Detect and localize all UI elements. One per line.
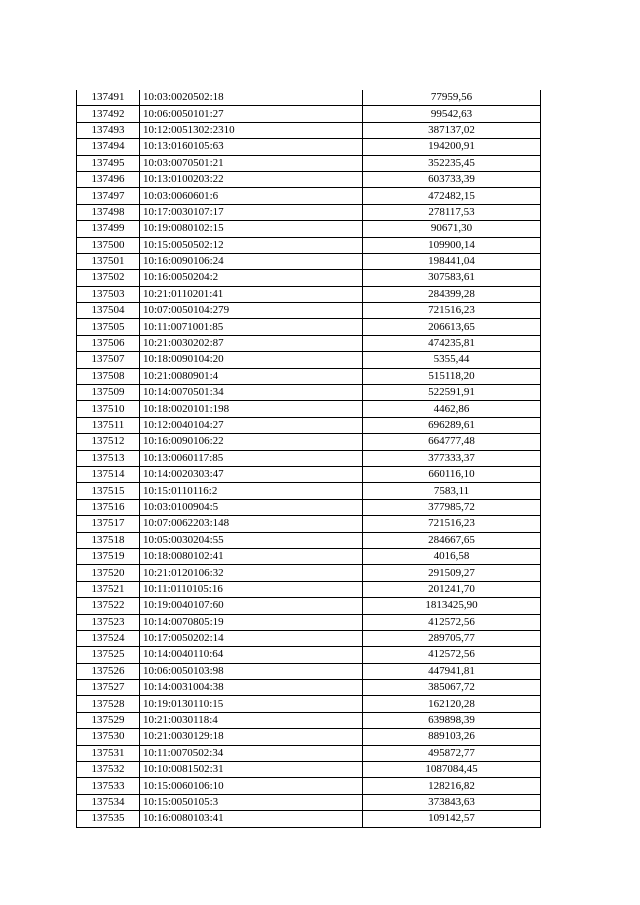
row-number-cell: 137530 bbox=[77, 729, 140, 745]
table-row bbox=[77, 335, 541, 351]
value-cell: 373843,63 bbox=[363, 794, 541, 810]
cadastral-number-cell: 10:19:0040107:60 bbox=[140, 598, 363, 614]
value-cell: 889103,26 bbox=[363, 729, 541, 745]
cadastral-number-cell: 10:15:0050105:3 bbox=[140, 794, 363, 810]
row-number-cell: 137509 bbox=[77, 385, 140, 401]
cadastral-number-cell: 10:03:0020502:18 bbox=[140, 90, 363, 106]
row-number-cell: 137520 bbox=[77, 565, 140, 581]
row-number-cell: 137510 bbox=[77, 401, 140, 417]
value-cell: 99542,63 bbox=[363, 106, 541, 122]
table-row bbox=[77, 434, 541, 450]
row-number-cell: 137505 bbox=[77, 319, 140, 335]
value-cell: 385067,72 bbox=[363, 680, 541, 696]
table-row bbox=[77, 466, 541, 482]
table-row bbox=[77, 171, 541, 187]
value-cell: 412572,56 bbox=[363, 647, 541, 663]
row-number-cell: 137525 bbox=[77, 647, 140, 663]
value-cell: 412572,56 bbox=[363, 614, 541, 630]
table-row bbox=[77, 352, 541, 368]
table-row bbox=[77, 188, 541, 204]
value-cell: 77959,56 bbox=[363, 90, 541, 106]
value-cell: 603733,39 bbox=[363, 171, 541, 187]
table-row bbox=[77, 712, 541, 728]
value-cell: 377333,37 bbox=[363, 450, 541, 466]
cadastral-number-cell: 10:21:0080901:4 bbox=[140, 368, 363, 384]
value-cell: 128216,82 bbox=[363, 778, 541, 794]
table-row bbox=[77, 565, 541, 581]
table-row bbox=[77, 303, 541, 319]
value-cell: 90671,30 bbox=[363, 221, 541, 237]
table-row bbox=[77, 696, 541, 712]
row-number-cell: 137519 bbox=[77, 548, 140, 564]
row-number-cell: 137493 bbox=[77, 122, 140, 138]
value-cell: 387137,02 bbox=[363, 122, 541, 138]
cadastral-number-cell: 10:05:0030204:55 bbox=[140, 532, 363, 548]
cadastral-number-cell: 10:14:0031004:38 bbox=[140, 680, 363, 696]
cadastral-number-cell: 10:07:0062203:148 bbox=[140, 516, 363, 532]
value-cell: 522591,91 bbox=[363, 385, 541, 401]
row-number-cell: 137491 bbox=[77, 90, 140, 106]
cadastral-number-cell: 10:21:0120106:32 bbox=[140, 565, 363, 581]
table-row bbox=[77, 581, 541, 597]
table-row bbox=[77, 237, 541, 253]
value-cell: 307583,61 bbox=[363, 270, 541, 286]
value-cell: 664777,48 bbox=[363, 434, 541, 450]
value-cell: 278117,53 bbox=[363, 204, 541, 220]
value-cell: 7583,11 bbox=[363, 483, 541, 499]
value-cell: 194200,91 bbox=[363, 139, 541, 155]
value-cell: 696289,61 bbox=[363, 417, 541, 433]
table-row bbox=[77, 762, 541, 778]
table-row bbox=[77, 729, 541, 745]
cadastral-number-cell: 10:14:0070805:19 bbox=[140, 614, 363, 630]
cadastral-number-cell: 10:18:0020101:198 bbox=[140, 401, 363, 417]
row-number-cell: 137512 bbox=[77, 434, 140, 450]
cadastral-number-cell: 10:12:0040104:27 bbox=[140, 417, 363, 433]
cadastral-number-cell: 10:21:0030129:18 bbox=[140, 729, 363, 745]
table-row bbox=[77, 204, 541, 220]
value-cell: 1087084,45 bbox=[363, 762, 541, 778]
table-row bbox=[77, 368, 541, 384]
row-number-cell: 137513 bbox=[77, 450, 140, 466]
cadastral-number-cell: 10:13:0100203:22 bbox=[140, 171, 363, 187]
row-number-cell: 137497 bbox=[77, 188, 140, 204]
row-number-cell: 137526 bbox=[77, 663, 140, 679]
row-number-cell: 137534 bbox=[77, 794, 140, 810]
table-row bbox=[77, 548, 541, 564]
row-number-cell: 137523 bbox=[77, 614, 140, 630]
cadastral-number-cell: 10:15:0060106:10 bbox=[140, 778, 363, 794]
row-number-cell: 137529 bbox=[77, 712, 140, 728]
row-number-cell: 137511 bbox=[77, 417, 140, 433]
table-row bbox=[77, 647, 541, 663]
row-number-cell: 137531 bbox=[77, 745, 140, 761]
row-number-cell: 137521 bbox=[77, 581, 140, 597]
row-number-cell: 137532 bbox=[77, 762, 140, 778]
row-number-cell: 137495 bbox=[77, 155, 140, 171]
row-number-cell: 137522 bbox=[77, 598, 140, 614]
value-cell: 472482,15 bbox=[363, 188, 541, 204]
cadastral-value-table bbox=[76, 90, 541, 828]
value-cell: 495872,77 bbox=[363, 745, 541, 761]
value-cell: 660116,10 bbox=[363, 466, 541, 482]
table-row bbox=[77, 90, 541, 106]
table-row bbox=[77, 253, 541, 269]
value-cell: 1813425,90 bbox=[363, 598, 541, 614]
table-row bbox=[77, 614, 541, 630]
cadastral-number-cell: 10:07:0050104:279 bbox=[140, 303, 363, 319]
cadastral-number-cell: 10:21:0110201:41 bbox=[140, 286, 363, 302]
value-cell: 377985,72 bbox=[363, 499, 541, 515]
table-row bbox=[77, 630, 541, 646]
table-row bbox=[77, 319, 541, 335]
table-row bbox=[77, 680, 541, 696]
value-cell: 5355,44 bbox=[363, 352, 541, 368]
table-row bbox=[77, 385, 541, 401]
table-row bbox=[77, 450, 541, 466]
value-cell: 447941,81 bbox=[363, 663, 541, 679]
table-row bbox=[77, 122, 541, 138]
value-cell: 198441,04 bbox=[363, 253, 541, 269]
cadastral-number-cell: 10:16:0090106:24 bbox=[140, 253, 363, 269]
cadastral-number-cell: 10:06:0050101:27 bbox=[140, 106, 363, 122]
row-number-cell: 137508 bbox=[77, 368, 140, 384]
cadastral-number-cell: 10:18:0090104:20 bbox=[140, 352, 363, 368]
cadastral-number-cell: 10:14:0040110:64 bbox=[140, 647, 363, 663]
table-body bbox=[77, 90, 541, 827]
table-row bbox=[77, 286, 541, 302]
row-number-cell: 137516 bbox=[77, 499, 140, 515]
value-cell: 515118,20 bbox=[363, 368, 541, 384]
value-cell: 109142,57 bbox=[363, 811, 541, 827]
table-row bbox=[77, 270, 541, 286]
cadastral-number-cell: 10:19:0130110:15 bbox=[140, 696, 363, 712]
table-row bbox=[77, 139, 541, 155]
cadastral-number-cell: 10:13:0160105:63 bbox=[140, 139, 363, 155]
row-number-cell: 137517 bbox=[77, 516, 140, 532]
value-cell: 284399,28 bbox=[363, 286, 541, 302]
row-number-cell: 137528 bbox=[77, 696, 140, 712]
value-cell: 4016,58 bbox=[363, 548, 541, 564]
table-row bbox=[77, 106, 541, 122]
row-number-cell: 137503 bbox=[77, 286, 140, 302]
value-cell: 352235,45 bbox=[363, 155, 541, 171]
table-row bbox=[77, 811, 541, 827]
value-cell: 639898,39 bbox=[363, 712, 541, 728]
cadastral-number-cell: 10:21:0030118:4 bbox=[140, 712, 363, 728]
cadastral-number-cell: 10:03:0070501:21 bbox=[140, 155, 363, 171]
row-number-cell: 137501 bbox=[77, 253, 140, 269]
table-row bbox=[77, 155, 541, 171]
row-number-cell: 137527 bbox=[77, 680, 140, 696]
cadastral-number-cell: 10:10:0081502:31 bbox=[140, 762, 363, 778]
row-number-cell: 137504 bbox=[77, 303, 140, 319]
table-row bbox=[77, 745, 541, 761]
cadastral-number-cell: 10:03:0060601:6 bbox=[140, 188, 363, 204]
cadastral-number-cell: 10:11:0070502:34 bbox=[140, 745, 363, 761]
value-cell: 201241,70 bbox=[363, 581, 541, 597]
row-number-cell: 137496 bbox=[77, 171, 140, 187]
value-cell: 721516,23 bbox=[363, 516, 541, 532]
row-number-cell: 137499 bbox=[77, 221, 140, 237]
value-cell: 474235,81 bbox=[363, 335, 541, 351]
row-number-cell: 137494 bbox=[77, 139, 140, 155]
table-row bbox=[77, 516, 541, 532]
table-row bbox=[77, 532, 541, 548]
cadastral-number-cell: 10:16:0090106:22 bbox=[140, 434, 363, 450]
table-row bbox=[77, 417, 541, 433]
cadastral-number-cell: 10:18:0080102:41 bbox=[140, 548, 363, 564]
cadastral-number-cell: 10:17:0030107:17 bbox=[140, 204, 363, 220]
table-row bbox=[77, 663, 541, 679]
cadastral-number-cell: 10:14:0020303:47 bbox=[140, 466, 363, 482]
cadastral-number-cell: 10:19:0080102:15 bbox=[140, 221, 363, 237]
cadastral-number-cell: 10:17:0050202:14 bbox=[140, 630, 363, 646]
row-number-cell: 137535 bbox=[77, 811, 140, 827]
table-row bbox=[77, 778, 541, 794]
cadastral-number-cell: 10:06:0050103:98 bbox=[140, 663, 363, 679]
row-number-cell: 137498 bbox=[77, 204, 140, 220]
row-number-cell: 137518 bbox=[77, 532, 140, 548]
value-cell: 284667,65 bbox=[363, 532, 541, 548]
cadastral-number-cell: 10:11:0110105:16 bbox=[140, 581, 363, 597]
cadastral-number-cell: 10:13:0060117:85 bbox=[140, 450, 363, 466]
value-cell: 206613,65 bbox=[363, 319, 541, 335]
value-cell: 162120,28 bbox=[363, 696, 541, 712]
row-number-cell: 137533 bbox=[77, 778, 140, 794]
value-cell: 289705,77 bbox=[363, 630, 541, 646]
row-number-cell: 137515 bbox=[77, 483, 140, 499]
table-row bbox=[77, 499, 541, 515]
row-number-cell: 137514 bbox=[77, 466, 140, 482]
cadastral-number-cell: 10:03:0100904:5 bbox=[140, 499, 363, 515]
row-number-cell: 137524 bbox=[77, 630, 140, 646]
row-number-cell: 137507 bbox=[77, 352, 140, 368]
value-cell: 109900,14 bbox=[363, 237, 541, 253]
table-row bbox=[77, 794, 541, 810]
table-row bbox=[77, 221, 541, 237]
cadastral-number-cell: 10:14:0070501:34 bbox=[140, 385, 363, 401]
table-row bbox=[77, 598, 541, 614]
row-number-cell: 137492 bbox=[77, 106, 140, 122]
table-row bbox=[77, 483, 541, 499]
value-cell: 291509,27 bbox=[363, 565, 541, 581]
value-cell: 4462,86 bbox=[363, 401, 541, 417]
table-row bbox=[77, 401, 541, 417]
cadastral-number-cell: 10:15:0110116:2 bbox=[140, 483, 363, 499]
value-cell: 721516,23 bbox=[363, 303, 541, 319]
row-number-cell: 137506 bbox=[77, 335, 140, 351]
row-number-cell: 137500 bbox=[77, 237, 140, 253]
cadastral-number-cell: 10:16:0050204:2 bbox=[140, 270, 363, 286]
cadastral-number-cell: 10:16:0080103:41 bbox=[140, 811, 363, 827]
row-number-cell: 137502 bbox=[77, 270, 140, 286]
cadastral-number-cell: 10:21:0030202:87 bbox=[140, 335, 363, 351]
cadastral-number-cell: 10:11:0071001:85 bbox=[140, 319, 363, 335]
cadastral-number-cell: 10:15:0050502:12 bbox=[140, 237, 363, 253]
cadastral-number-cell: 10:12:0051302:2310 bbox=[140, 122, 363, 138]
